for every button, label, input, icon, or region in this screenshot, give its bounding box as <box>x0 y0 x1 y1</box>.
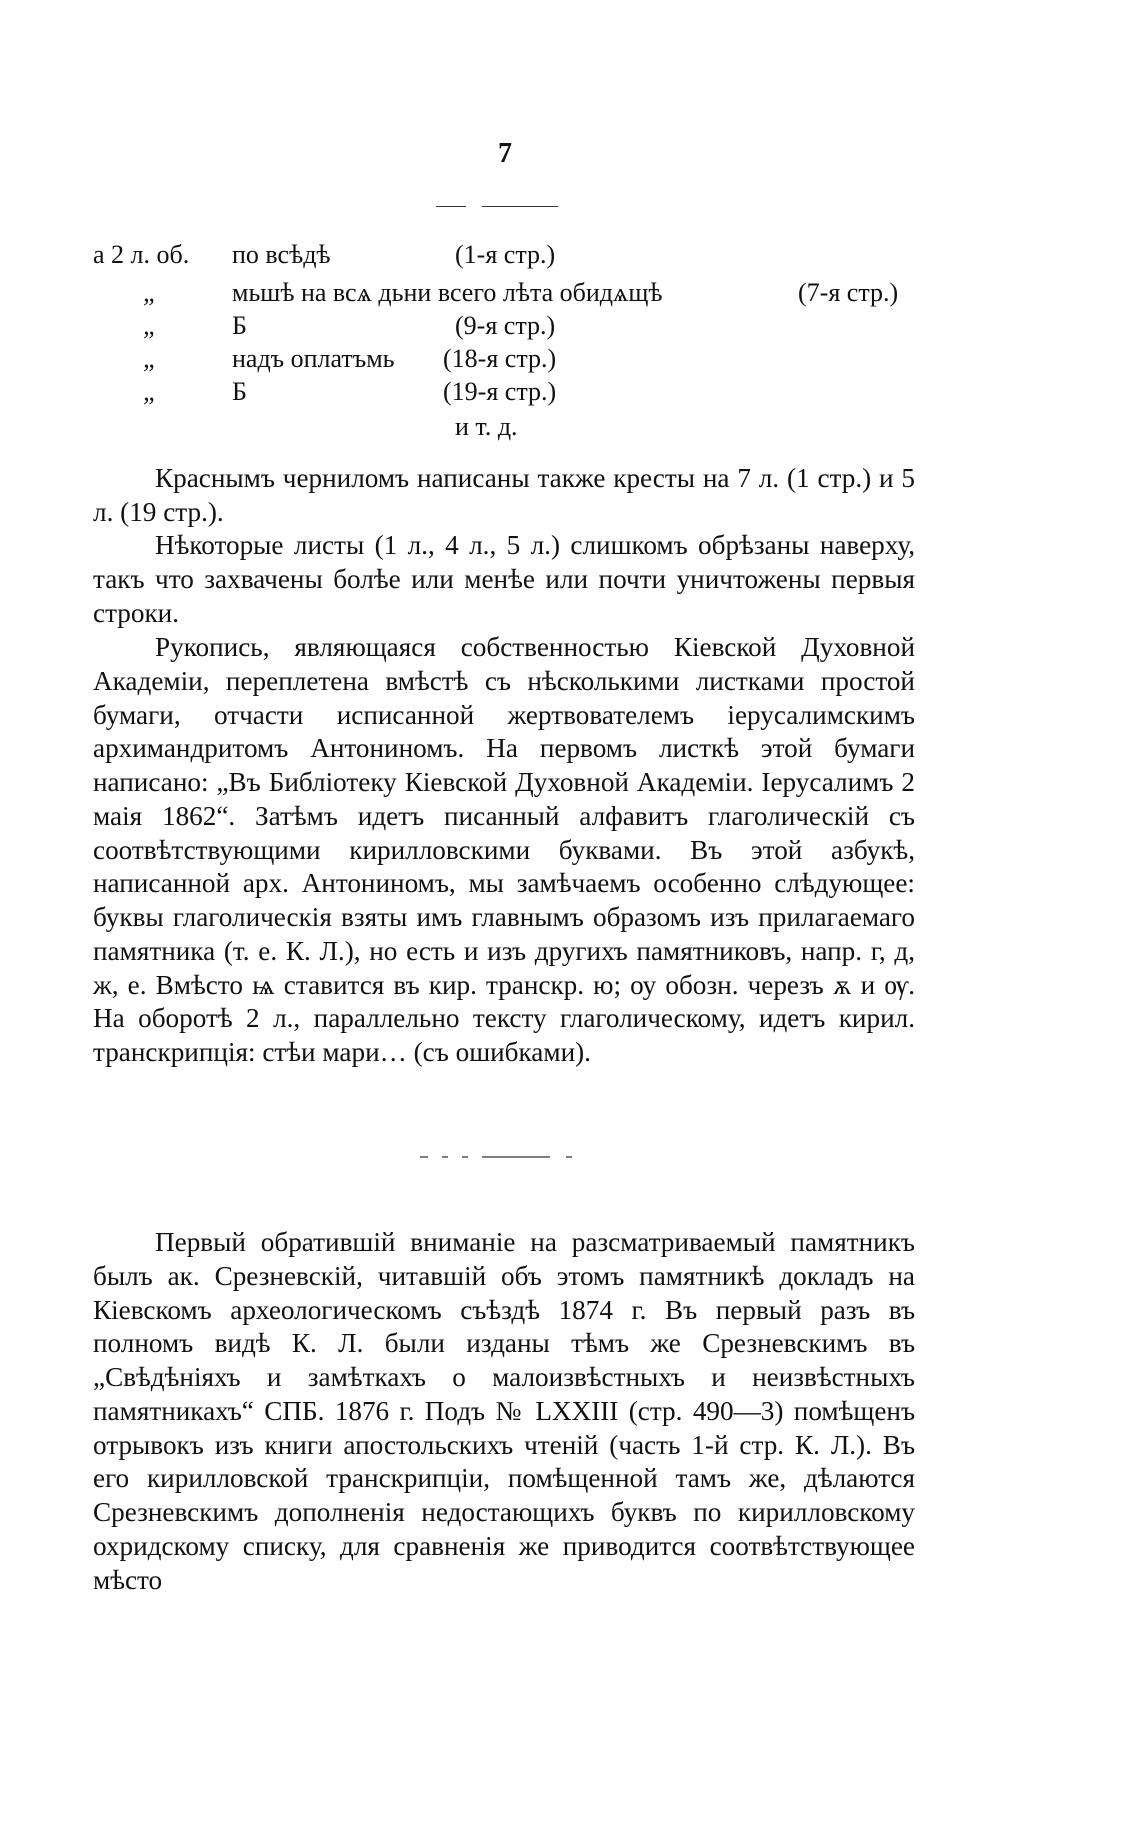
incipit-text: Б <box>232 377 247 406</box>
paragraph: Первый обратившій вниманіе на разсматриваемый памятникъ былъ ак. Срезневскій, читавшій объ этомъ памятникѣ докладъ на Кіевскомъ археологическомъ съѣздѣ 1874 г. Въ первый разъ въ полномъ видѣ К. Л. были изданы тѣмъ же Срезневскимъ въ „Свѣдѣніяхъ и замѣткахъ о малоизвѣстныхъ и неизвѣстныхъ памятникахъ“ СПБ. 1876 г. Подъ № LXXIII (стр. 490—3) помѣщенъ отрывокъ изъ книги апостольскихъ чтеній (часть 1-й стр. К. Л.). Въ его кирилловской транскрипціи, помѣщенной тамъ же, дѣлаются Срезневскимъ дополненія недостающихъ буквъ по кирилловскому охридскому списку, для сравненія же приводится соотвѣтствующее мѣсто <box>93 1227 915 1595</box>
folio-list-item <box>0 309 1140 343</box>
paragraph: Рукопись, являющаяся собственностью Кіевской Духовной Академіи, переплетена вмѣстѣ съ нѣсколькими листками простой бумаги, отчасти исписанной жертвователемъ іерусалимскимъ архимандритомъ Антониномъ. На первомъ листкѣ этой бумаги написано: „Въ Библіотеку Кіевской Духовной Академіи. Іерусалимъ 2 маія 1862“. Затѣмъ идетъ писанный алфавитъ глаголическій съ соотвѣтствующими кирилловскими буквами. Въ этой азбукѣ, написанной арх. Антониномъ, мы замѣчаемъ особенно слѣдующее: буквы глаголическія взяты имъ главнымъ образомъ изъ прилагаемаго памятника (т. е. К. Л.), но есть и изъ другихъ памятниковъ, напр. г, д, ж, е. Вмѣсто ѩ ставится въ кир. транскр. ю; оу обозн. черезъ ѫ и ѹ. На оборотѣ 2 л., параллельно тексту глаголическому, идетъ кирил. транскрипція: стѣи мари… (съ ошибками). <box>93 632 915 1067</box>
page-ref: (19-я стр.) <box>443 377 557 406</box>
page-ref: (1-я стр.) <box>455 240 556 269</box>
incipit-text: мьшѣ на всѧ дьни всего лѣта обидѧщѣ <box>232 278 663 307</box>
folio-list-item <box>0 375 1140 409</box>
ditto-mark: „ <box>143 278 158 307</box>
page-ref: (7-я стр.) <box>798 278 899 307</box>
ditto-mark: „ <box>143 311 158 340</box>
folio-ref: а 2 л. об. <box>93 240 190 269</box>
page-ref: (9-я стр.) <box>455 311 556 340</box>
paragraph: Краснымъ черниломъ написаны также кресты на 7 л. (1 стр.) и 5 л. (19 стр.). <box>93 463 915 527</box>
ditto-mark: „ <box>143 344 158 373</box>
folio-list-item <box>0 276 1140 310</box>
section-separator <box>420 1155 588 1159</box>
ditto-mark: „ <box>143 377 158 406</box>
list-continuation: и т. д. <box>455 412 518 441</box>
folio-list-item <box>0 342 1140 376</box>
page-number: 7 <box>498 138 512 169</box>
page-ref: (18-я стр.) <box>443 344 557 373</box>
incipit-text: Б <box>232 311 247 340</box>
incipit-text: по всѣдѣ <box>232 240 331 269</box>
page-number-rule-left <box>436 206 466 207</box>
paragraph: Нѣкоторые листы (1 л., 4 л., 5 л.) слишкомъ обрѣзаны наверху, такъ что захвачены болѣе или менѣе или почти уничтожены первыя строки. <box>93 530 915 628</box>
incipit-text: надъ оплатъмь <box>232 344 395 373</box>
folio-list-item <box>0 238 1140 272</box>
page-number-rule-right <box>482 206 558 207</box>
